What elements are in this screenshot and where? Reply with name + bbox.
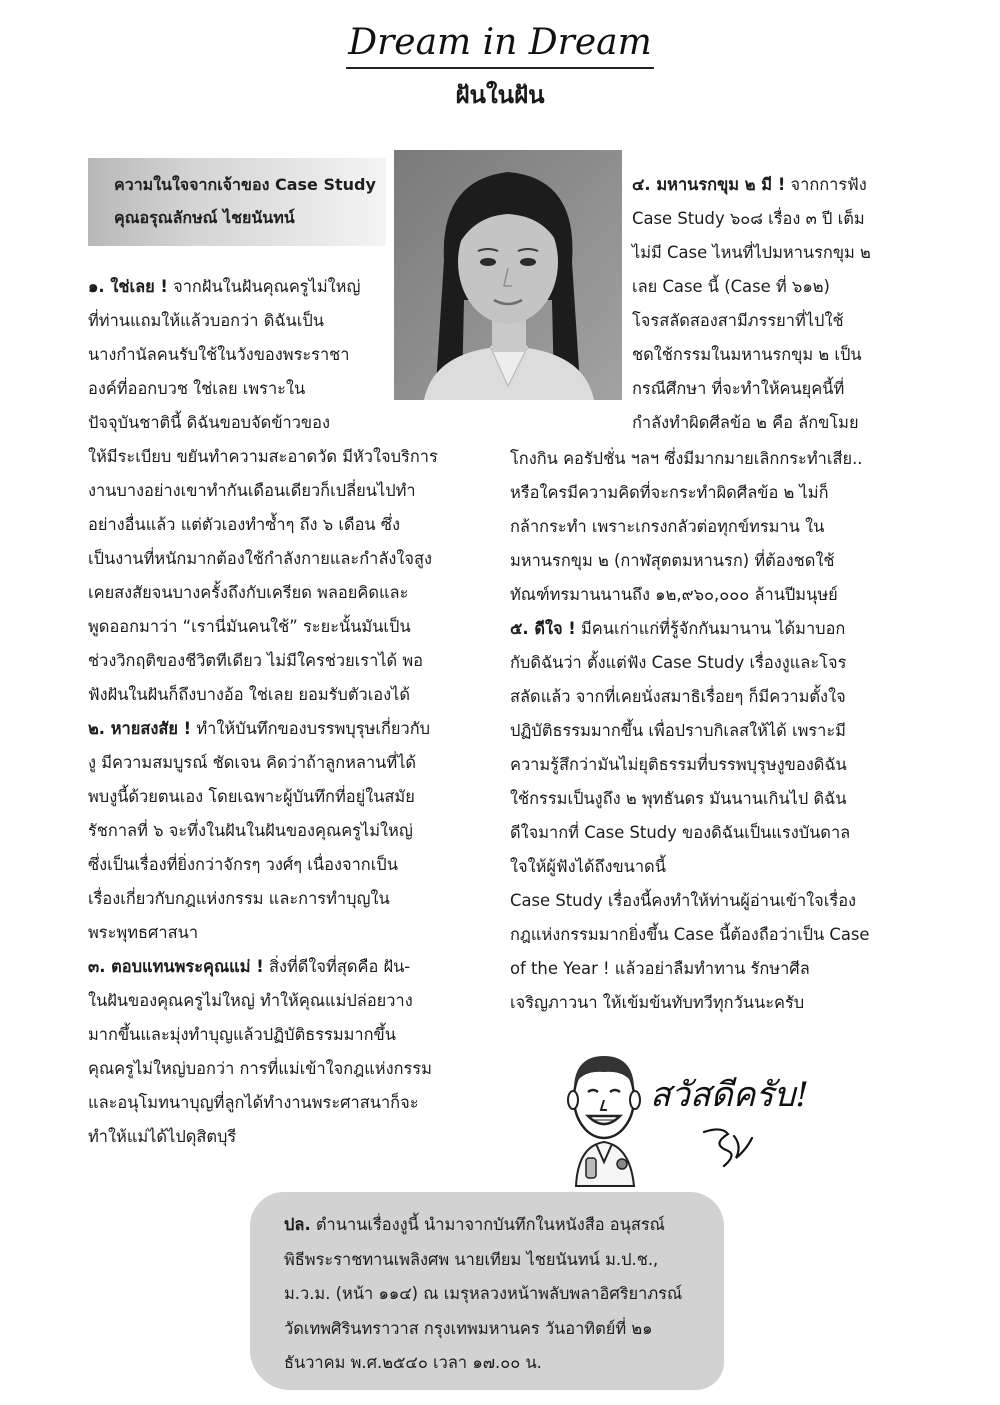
text-line: วัดเทพศิรินทราวาส กรุงเทพมหานคร วันอาทิตย์ที่ ๒๑	[284, 1318, 653, 1338]
section-heading-1: ๑. ใช่เลย !	[88, 277, 168, 296]
text-line: ฟังฝันในฝันก็ถึงบางอ้อ ใช่เลย ยอมรับตัวเองได้	[88, 685, 411, 704]
text-line: เจริญภาวนา ให้เข้มข้นทับทวีทุกวันนะครับ	[510, 993, 805, 1012]
page-title-english: Dream in Dream	[346, 22, 654, 69]
text-line: กรณีศึกษา ที่จะทำให้คนยุคนี้ที่	[632, 379, 845, 398]
section-heading-3: ๓. ตอบแทนพระคุณแม่ !	[88, 957, 264, 976]
text-line: รัชกาลที่ ๖ จะทึ่งในฝันในฝันของคุณครูไม่ใหญ่	[88, 821, 413, 840]
text-line: เคยสงสัยจนบางครั้งถึงกับเครียด พลอยคิดและ	[88, 583, 409, 602]
left-column-top	[88, 270, 386, 440]
text-line: นางกำนัลคนรับใช้ในวังของพระราชา	[88, 345, 350, 364]
text-line: ๔. มหานรกขุม ๒ มี ! จากการฟัง	[632, 175, 867, 194]
text-line: ทัณฑ์ทรมานนานถึง ๑๒,๙๖๐,๐๐๐ ล้านปีมนุษย์	[510, 585, 838, 604]
text-line: เป็นงานที่หนักมากต้องใช้กำลังกายและกำลังใจสูง	[88, 549, 433, 568]
text-line: ๑. ใช่เลย ! จากฝันในฝันคุณครูไม่ใหญ่	[88, 277, 361, 296]
text-line: พบงูนี้ด้วยตนเอง โดยเฉพาะผู้บันทึกที่อยู่ในสมัย	[88, 787, 415, 806]
author-cartoon	[556, 1046, 652, 1188]
intro-heading-box	[88, 158, 386, 246]
text-line: หรือใครมีความคิดที่จะกระทำผิดศีลข้อ ๒ ไม่ก็	[510, 483, 829, 502]
section-heading-4: ๔. มหานรกขุม ๒ มี !	[632, 175, 786, 194]
page-title-block	[0, 22, 1000, 114]
signature-handwriting	[642, 1054, 842, 1184]
text-line: ไม่มี Case ไหนที่ไปมหานรกขุม ๒	[632, 243, 871, 262]
postscript-text	[284, 1208, 704, 1381]
section-heading-5: ๕. ดีใจ !	[510, 619, 576, 638]
text-line: งานบางอย่างเขาทำกันเดือนเดียวก็เปลี่ยนไปทำ	[88, 481, 416, 500]
text-line: ชดใช้กรรมในมหานรกขุม ๒ เป็น	[632, 345, 862, 364]
text-line: ปัจจุบันชาตินี้ ดิฉันขอบจัดข้าวของ	[88, 413, 330, 432]
text-line: ที่ท่านแถมให้แล้วบอกว่า ดิฉันเป็น	[88, 311, 324, 330]
section-heading-2: ๒. หายสงสัย !	[88, 719, 192, 738]
page-title-thai: ฝันในฝัน	[455, 81, 545, 109]
signature-greeting	[642, 1054, 842, 1184]
text-line: สลัดแล้ว จากที่เคยนั่งสมาธิเรื่อยๆ ก็มีความตั้งใจ	[510, 687, 846, 706]
text-line: โจรสลัดสองสามีภรรยาที่ไปใช้	[632, 311, 844, 330]
text-line: พระพุทธศาสนา	[88, 923, 199, 942]
text-line: เรื่องเกี่ยวกับกฎแห่งกรรม และการทำบุญใน	[88, 889, 390, 908]
text-line: พูดออกมาว่า “เรานี่มันคนใช้” ระยะนั้นมันเป็น	[88, 617, 411, 636]
text-line: ทำให้แม่ได้ไปดุสิตบุรี	[88, 1127, 237, 1146]
text-line: ธันวาคม พ.ศ.๒๕๔๐ เวลา ๑๗.๐๐ น.	[284, 1353, 542, 1372]
text-line: ดีใจมากที่ Case Study ของดิฉันเป็นแรงบันดาล	[510, 823, 851, 842]
left-column-main	[88, 440, 478, 1154]
text-line: องค์ที่ออกบวช ใช่เลย เพราะใน	[88, 379, 306, 398]
text-line: ปล. ตำนานเรื่องงูนี้ นำมาจากบันทึกในหนังสือ อนุสรณ์	[284, 1215, 665, 1234]
right-column-main	[510, 442, 900, 1020]
text-line: โกงกิน คอรัปชั่น ฯลฯ ซึ่งมีมากมายเลิกกระทำเสีย..	[510, 449, 863, 468]
intro-line-1: ความในใจจากเจ้าของ Case Study	[114, 175, 376, 194]
text-line: กำลังทำผิดศีลข้อ ๒ คือ ลักขโมย	[632, 413, 859, 432]
text-line: งู มีความสมบูรณ์ ชัดเจน คิดว่าถ้าลูกหลานที่ได้	[88, 753, 417, 772]
text-line: ๓. ตอบแทนพระคุณแม่ ! สิ่งที่ดีใจที่สุดคือ ฝัน-	[88, 957, 411, 976]
text-line: ใช้กรรมเป็นงูถึง ๒ พุทธันดร มันนานเกินไป ดิฉัน	[510, 789, 847, 808]
text-line: ในฝันของคุณครูไม่ใหญ่ ทำให้คุณแม่ปล่อยวาง	[88, 991, 413, 1010]
text-line: ปฏิบัติธรรมมากขึ้น เพื่อปราบกิเลสให้ได้ เพราะมี	[510, 721, 846, 740]
text-line: มหานรกขุม ๒ (กาฬสุตตมหานรก) ที่ต้องชดใช้	[510, 551, 835, 570]
text-line: และอนุโมทนาบุญที่ลูกได้ทำงานพระศาสนาก็จะ	[88, 1093, 419, 1112]
text-line: ความรู้สึกว่ามันไม่ยุติธรรมที่บรรพบุรุษงูของดิฉัน	[510, 755, 847, 774]
signature-text: สวัสดีครับ!	[650, 1075, 809, 1115]
text-line: ๒. หายสงสัย ! ทำให้บันทึกของบรรพบุรุษเกี่ยวกับ	[88, 719, 431, 738]
right-column-top	[632, 168, 894, 440]
text-line: มากขึ้นและมุ่งทำบุญแล้วปฏิบัติธรรมมากขึ้น	[88, 1025, 396, 1044]
text-line: ช่วงวิกฤติของชีวิตทีเดียว ไม่มีใครช่วยเราได้ พอ	[88, 651, 424, 670]
portrait-photo	[394, 150, 622, 400]
text-line: ๕. ดีใจ ! มีคนเก่าแก่ที่รู้จักกันมานาน ได้มาบอก	[510, 619, 846, 638]
text-line: Case Study ๖๐๘ เรื่อง ๓ ปี เต็ม	[632, 209, 865, 228]
text-line: กล้ากระทำ เพราะเกรงกลัวต่อทุกข์ทรมาน ใน	[510, 517, 825, 536]
portrait-illustration	[394, 150, 622, 400]
text-line: ซึ่งเป็นเรื่องที่ยิ่งกว่าจักรๆ วงศ์ๆ เนื่องจากเป็น	[88, 855, 398, 874]
text-line: ม.ว.ม. (หน้า ๑๑๔) ณ เมรุหลวงหน้าพลับพลาอิศริยาภรณ์	[284, 1284, 683, 1303]
cartoon-illustration	[556, 1046, 652, 1188]
text-line: Case Study เรื่องนี้คงทำให้ท่านผู้อ่านเข้าใจเรื่อง	[510, 891, 857, 910]
text-line: กับดิฉันว่า ตั้งแต่ฟัง Case Study เรื่องงูและโจร	[510, 653, 847, 672]
text-line: กฎแห่งกรรมมากยิ่งขึ้น Case นี้ต้องถือว่าเป็น Case	[510, 925, 870, 944]
text-line: ให้มีระเบียบ ขยันทำความสะอาดวัด มีหัวใจบริการ	[88, 447, 438, 466]
text-line: of the Year ! แล้วอย่าลืมทำทาน รักษาศีล	[510, 959, 810, 978]
postscript-label: ปล.	[284, 1215, 311, 1234]
intro-line-2: คุณอรุณลักษณ์ ไชยนันทน์	[114, 208, 295, 227]
postscript-box	[250, 1192, 724, 1390]
text-line: ใจให้ผู้ฟังได้ถึงขนาดนี้	[510, 857, 666, 876]
text-line: เลย Case นี้ (Case ที่ ๖๑๒)	[632, 277, 830, 296]
text-line: คุณครูไม่ใหญ่บอกว่า การที่แม่เข้าใจกฎแห่งกรรม	[88, 1059, 432, 1078]
text-line: อย่างอื่นแล้ว แต่ตัวเองทำซ้ำๆ ถึง ๖ เดือน ซึ่ง	[88, 515, 400, 534]
text-line: พิธีพระราชทานเพลิงศพ นายเทียม ไชยนันทน์ ม.ป.ช.,	[284, 1249, 659, 1269]
